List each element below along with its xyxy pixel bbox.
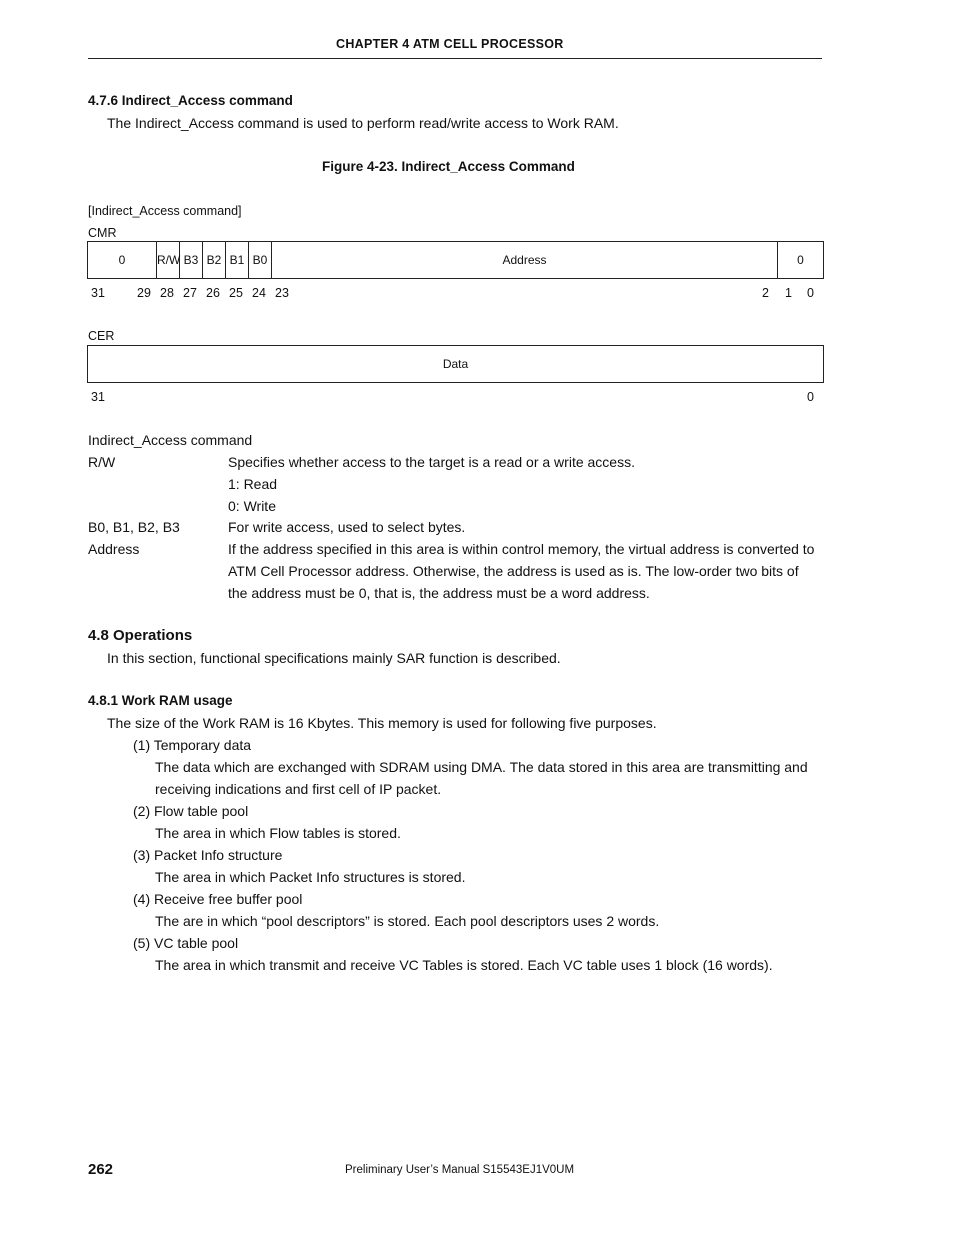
cmr-field-address: Address bbox=[272, 242, 778, 278]
list-item-line: The data which are exchanged with SDRAM using DMA. The data stored in this area are transmitting and bbox=[155, 759, 808, 775]
section-4-8-1-intro: The size of the Work RAM is 16 Kbytes. This memory is used for following five purposes. bbox=[107, 715, 657, 731]
cmr-bit-31: 31 bbox=[91, 286, 105, 300]
figure-bracket-label: [Indirect_Access command] bbox=[88, 204, 242, 218]
list-item-line: receiving indications and first cell of IP packet. bbox=[155, 781, 442, 797]
cer-register bbox=[87, 345, 824, 383]
list-item bbox=[133, 734, 808, 756]
desc-def-line: If the address specified in this area is within control memory, the virtual address is converted to bbox=[228, 541, 815, 557]
cmr-field-b3: B3 bbox=[180, 242, 203, 278]
desc-term-bytes: B0, B1, B2, B3 bbox=[88, 519, 180, 535]
cmr-bit-28: 28 bbox=[160, 286, 174, 300]
list-item bbox=[133, 800, 808, 822]
cmr-field-b0: B0 bbox=[249, 242, 272, 278]
header-rule bbox=[88, 58, 822, 59]
desc-def-line: the address must be 0, that is, the address must be a word address. bbox=[228, 585, 650, 601]
list-item-number: (2) bbox=[133, 803, 151, 819]
work-ram-list bbox=[133, 734, 808, 976]
cmr-field-reserved-high: 0 bbox=[88, 242, 157, 278]
list-item-number: (4) bbox=[133, 891, 151, 907]
list-item-title: Temporary data bbox=[153, 737, 252, 753]
desc-term-rw: R/W bbox=[88, 454, 116, 470]
cmr-bit-23: 23 bbox=[275, 286, 289, 300]
desc-title: Indirect_Access command bbox=[88, 432, 253, 448]
list-item-line: The area in which Packet Info structures is stored. bbox=[155, 869, 466, 885]
desc-def-line: ATM Cell Processor address. Otherwise, the address is used as is. The low-order two bits of bbox=[228, 563, 799, 579]
cmr-bit-27: 27 bbox=[183, 286, 197, 300]
list-item-desc bbox=[133, 756, 808, 800]
cmr-register bbox=[87, 241, 824, 279]
list-item-title: VC table pool bbox=[154, 935, 239, 951]
list-item-desc bbox=[133, 910, 808, 932]
figure-caption: Figure 4-23. Indirect_Access Command bbox=[322, 159, 575, 174]
list-item-number: (5) bbox=[133, 935, 151, 951]
desc-def-rw bbox=[228, 451, 635, 517]
list-item bbox=[133, 932, 808, 954]
list-item-desc bbox=[133, 822, 808, 844]
list-item-desc bbox=[133, 954, 808, 976]
cmr-bit-29: 29 bbox=[137, 286, 151, 300]
chapter-header: CHAPTER 4 ATM CELL PROCESSOR bbox=[336, 37, 564, 51]
desc-def-bytes bbox=[228, 516, 465, 538]
list-item-title: Receive free buffer pool bbox=[154, 891, 303, 907]
section-4-8-title: 4.8 Operations bbox=[88, 627, 193, 644]
cmr-field-b1: B1 bbox=[226, 242, 249, 278]
section-4-8-intro: In this section, functional specifications mainly SAR function is described. bbox=[107, 650, 561, 666]
cmr-bit-2: 2 bbox=[762, 286, 769, 300]
cer-bit-0: 0 bbox=[807, 390, 814, 404]
cmr-bit-24: 24 bbox=[252, 286, 266, 300]
cmr-bit-26: 26 bbox=[206, 286, 220, 300]
section-4-7-6-title: 4.7.6 Indirect_Access command bbox=[88, 93, 293, 108]
cmr-field-reserved-low: 0 bbox=[797, 253, 804, 267]
desc-def-line: Specifies whether access to the target is a read or a write access. bbox=[228, 454, 635, 470]
list-item-title: Flow table pool bbox=[154, 803, 249, 819]
desc-term-address: Address bbox=[88, 541, 140, 557]
desc-def-address bbox=[228, 538, 814, 604]
desc-def-line: 1: Read bbox=[228, 476, 278, 492]
list-item-number: (3) bbox=[133, 847, 151, 863]
cer-field-data: Data bbox=[442, 357, 469, 371]
cmr-bit-25: 25 bbox=[229, 286, 243, 300]
cmr-bit-1: 1 bbox=[785, 286, 792, 300]
cmr-field-b2: B2 bbox=[203, 242, 226, 278]
desc-def-line: 0: Write bbox=[228, 498, 276, 514]
list-item-line: The area in which Flow tables is stored. bbox=[155, 825, 401, 841]
list-item-title: Packet Info structure bbox=[154, 847, 283, 863]
desc-def-line: For write access, used to select bytes. bbox=[228, 519, 466, 535]
list-item bbox=[133, 888, 808, 910]
cmr-field-rw: R/W bbox=[157, 242, 180, 278]
manual-id: Preliminary User’s Manual S15543EJ1V0UM bbox=[345, 1164, 575, 1176]
cmr-bit-0: 0 bbox=[807, 286, 814, 300]
section-4-7-6-intro: The Indirect_Access command is used to perform read/write access to Work RAM. bbox=[107, 115, 619, 131]
section-4-8-1-title: 4.8.1 Work RAM usage bbox=[88, 693, 233, 708]
cer-label: CER bbox=[88, 329, 115, 343]
cer-bit-31: 31 bbox=[91, 390, 105, 404]
list-item-desc bbox=[133, 866, 808, 888]
list-item-line: The are in which “pool descriptors” is stored. Each pool descriptors uses 2 words. bbox=[155, 913, 660, 929]
list-item-line: The area in which transmit and receive VC Tables is stored. Each VC table uses 1 block (16 words). bbox=[155, 957, 773, 973]
list-item bbox=[133, 844, 808, 866]
page-number: 262 bbox=[88, 1161, 114, 1178]
list-item-number: (1) bbox=[133, 737, 151, 753]
cmr-label: CMR bbox=[88, 226, 117, 240]
